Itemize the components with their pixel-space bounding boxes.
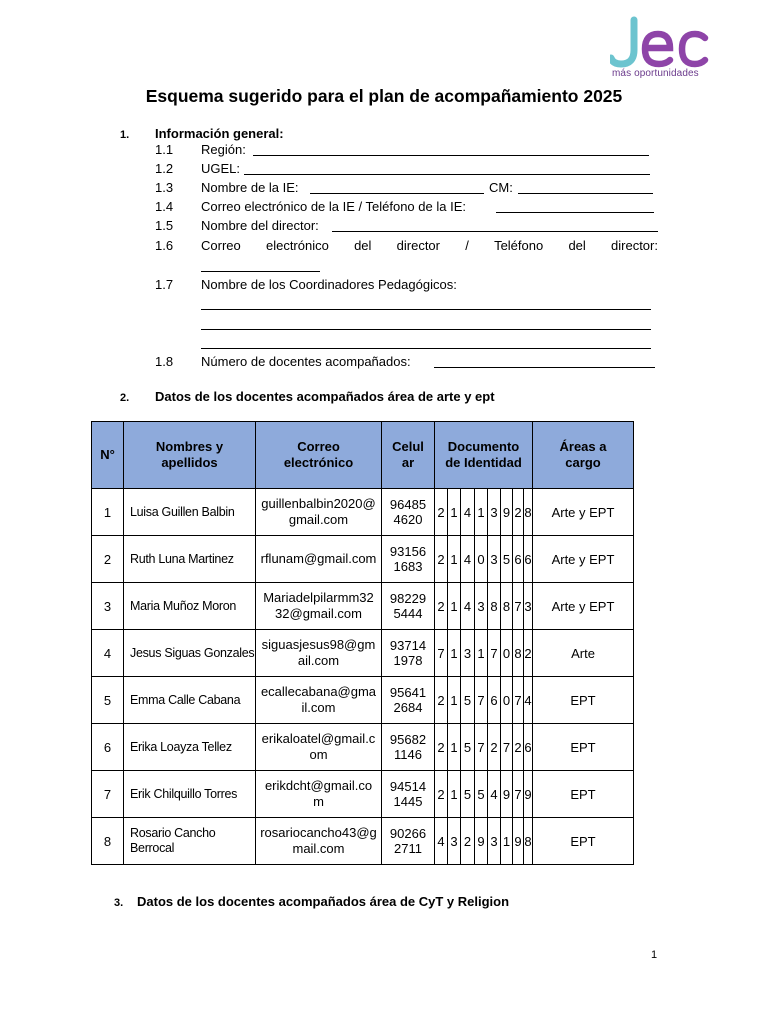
cell-id-digit: 2 [435, 536, 448, 583]
cell-id-digit: 9 [501, 771, 513, 818]
cell-number: 5 [92, 677, 124, 724]
cell-id-digit: 2 [488, 724, 501, 771]
director-contact-label [201, 237, 658, 255]
cell-id-digit: 2 [513, 489, 524, 536]
cell-id-digit: 4 [524, 677, 533, 724]
cell-number: 6 [92, 724, 124, 771]
label-word: director [396, 238, 440, 253]
cell-id-digit: 1 [448, 724, 461, 771]
cell-id-digit: 5 [501, 536, 513, 583]
cell-id-digit: 1 [501, 818, 513, 865]
cell-area: EPT [533, 818, 634, 865]
cell-id-digit: 7 [475, 724, 488, 771]
ugel-input-line[interactable] [244, 174, 650, 175]
cell-phone: 964854620 [382, 489, 435, 536]
label-word: / [465, 238, 469, 253]
cell-email: siguasjesus98@gmail.com [256, 630, 382, 677]
cell-id-digit: 4 [461, 489, 475, 536]
field-number: 1.8 [155, 354, 174, 369]
cell-id-digit: 3 [488, 489, 501, 536]
header-id-document: Documento de Identidad [435, 422, 533, 489]
section-3-number: 3. [114, 897, 124, 909]
header-email: Correo electrónico [256, 422, 382, 489]
cell-name: Rosario Cancho Berrocal [124, 818, 256, 865]
header-name: Nombres y apellidos [124, 422, 256, 489]
cell-name: Erika Loayza Tellez [124, 724, 256, 771]
section-1-title: Información general: [155, 126, 284, 141]
cell-email: rosariocancho43@gmail.com [256, 818, 382, 865]
field-number: 1.5 [155, 218, 174, 233]
cell-name: Emma Calle Cabana [124, 677, 256, 724]
cell-phone: 902662711 [382, 818, 435, 865]
cell-id-digit: 3 [461, 630, 475, 677]
cell-area: Arte y EPT [533, 536, 634, 583]
cell-area: EPT [533, 677, 634, 724]
cell-id-digit: 6 [513, 536, 524, 583]
field-label: Nombre de la IE: [201, 180, 299, 195]
table-row [92, 818, 634, 865]
cell-number: 4 [92, 630, 124, 677]
cell-id-digit: 4 [461, 536, 475, 583]
cell-id-digit: 2 [435, 771, 448, 818]
field-number: 1.6 [155, 238, 174, 253]
cell-id-digit: 9 [524, 771, 533, 818]
cell-id-digit: 7 [475, 677, 488, 724]
field-number: 1.3 [155, 180, 174, 195]
cell-id-digit: 1 [448, 583, 461, 630]
cell-id-digit: 1 [448, 771, 461, 818]
field-label: CM: [489, 180, 513, 195]
cell-id-digit: 1 [448, 536, 461, 583]
cell-email: erikdcht@gmail.com [256, 771, 382, 818]
table-row [92, 724, 634, 771]
cell-email: guillenbalbin2020@gmail.com [256, 489, 382, 536]
header-phone: Celular [382, 422, 435, 489]
cell-id-digit: 9 [513, 818, 524, 865]
cell-name: Luisa Guillen Balbin [124, 489, 256, 536]
cell-id-digit: 2 [524, 630, 533, 677]
field-label: Nombre del director: [201, 218, 319, 233]
section-1-number: 1. [120, 129, 130, 141]
cell-area: Arte y EPT [533, 489, 634, 536]
cell-number: 7 [92, 771, 124, 818]
cell-id-digit: 8 [524, 489, 533, 536]
cell-id-digit: 9 [501, 489, 513, 536]
cell-name: Ruth Luna Martinez [124, 536, 256, 583]
label-word: Correo [201, 238, 241, 253]
field-number: 1.7 [155, 277, 174, 292]
document-title: Esquema sugerido para el plan de acompañamiento 2025 [145, 86, 623, 106]
label-word: electrónico [265, 238, 329, 253]
page-number: 1 [651, 949, 658, 961]
field-label: Nombre de los Coordinadores Pedagógicos: [201, 277, 457, 292]
cell-id-digit: 7 [435, 630, 448, 677]
cell-phone: 931561683 [382, 536, 435, 583]
coordinators-input-line-1[interactable] [201, 309, 651, 310]
jec-logo-mark [610, 14, 720, 70]
cell-id-digit: 5 [475, 771, 488, 818]
cell-id-digit: 0 [501, 677, 513, 724]
label-word: Teléfono [494, 238, 544, 253]
field-label: Correo electrónico de la IE / Teléfono de la IE: [201, 199, 466, 214]
table-row [92, 489, 634, 536]
table-row [92, 677, 634, 724]
cell-id-digit: 8 [501, 583, 513, 630]
cell-id-digit: 6 [524, 724, 533, 771]
cell-id-digit: 3 [475, 583, 488, 630]
label-word: director: [611, 238, 658, 253]
cell-email: rflunam@gmail.com [256, 536, 382, 583]
cell-number: 1 [92, 489, 124, 536]
coordinators-input-line-3[interactable] [201, 348, 651, 349]
cell-id-digit: 4 [435, 818, 448, 865]
cell-id-digit: 0 [501, 630, 513, 677]
ie-contact-input-line[interactable] [496, 212, 654, 213]
field-number: 1.4 [155, 199, 174, 214]
cell-phone: 956821146 [382, 724, 435, 771]
teachers-table [91, 421, 634, 865]
cell-id-digit: 8 [513, 630, 524, 677]
table-row [92, 583, 634, 630]
cell-id-digit: 1 [448, 677, 461, 724]
field-label: Región: [201, 142, 246, 157]
field-number: 1.2 [155, 161, 174, 176]
cell-id-digit: 5 [461, 724, 475, 771]
cell-id-digit: 8 [488, 583, 501, 630]
cell-id-digit: 0 [475, 536, 488, 583]
cell-id-digit: 7 [513, 771, 524, 818]
field-number: 1.1 [155, 142, 174, 157]
logo-subtitle: más oportunidades [612, 68, 699, 79]
cell-name: Erik Chilquillo Torres [124, 771, 256, 818]
table-row [92, 536, 634, 583]
field-label: Número de docentes acompañados: [201, 354, 411, 369]
cell-phone: 982295444 [382, 583, 435, 630]
cell-id-digit: 2 [461, 818, 475, 865]
cell-phone: 945141445 [382, 771, 435, 818]
cell-phone: 956412684 [382, 677, 435, 724]
cell-area: Arte [533, 630, 634, 677]
cell-area: Arte y EPT [533, 583, 634, 630]
cell-id-digit: 1 [448, 489, 461, 536]
cell-id-digit: 2 [435, 583, 448, 630]
section-2-number: 2. [120, 392, 130, 404]
jec-logo [610, 14, 720, 80]
cell-email: Mariadelpilarmm3232@gmail.com [256, 583, 382, 630]
cell-id-digit: 4 [488, 771, 501, 818]
cell-name: Jesus Siguas Gonzales [124, 630, 256, 677]
label-word: del [568, 238, 586, 253]
cell-id-digit: 3 [488, 536, 501, 583]
cell-id-digit: 3 [448, 818, 461, 865]
cell-name: Maria Muñoz Moron [124, 583, 256, 630]
cm-input-line[interactable] [518, 193, 653, 194]
table-row [92, 630, 634, 677]
cell-id-digit: 3 [524, 583, 533, 630]
cell-id-digit: 1 [448, 630, 461, 677]
section-2-title: Datos de los docentes acompañados área de arte y ept [155, 389, 495, 404]
director-contact-input-line[interactable] [201, 271, 320, 272]
coordinators-input-line-2[interactable] [201, 329, 651, 330]
cell-id-digit: 5 [461, 677, 475, 724]
cell-id-digit: 6 [524, 536, 533, 583]
section-3-title: Datos de los docentes acompañados área de CyT y Religion [137, 894, 510, 909]
header-number: N° [92, 422, 124, 489]
cell-id-digit: 7 [501, 724, 513, 771]
header-areas: Áreas a cargo [533, 422, 634, 489]
director-name-input-line[interactable] [332, 231, 658, 232]
table-header-row [92, 422, 634, 489]
ie-name-input-line[interactable] [310, 193, 484, 194]
cell-id-digit: 6 [488, 677, 501, 724]
cell-id-digit: 8 [524, 818, 533, 865]
cell-email: erikaloatel@gmail.com [256, 724, 382, 771]
label-word: del [354, 238, 372, 253]
cell-number: 2 [92, 536, 124, 583]
cell-area: EPT [533, 724, 634, 771]
cell-id-digit: 7 [513, 583, 524, 630]
table-row [92, 771, 634, 818]
cell-id-digit: 4 [461, 583, 475, 630]
cell-id-digit: 1 [475, 630, 488, 677]
region-input-line[interactable] [253, 155, 649, 156]
cell-id-digit: 5 [461, 771, 475, 818]
field-label: UGEL: [201, 161, 241, 176]
cell-area: EPT [533, 771, 634, 818]
cell-id-digit: 7 [488, 630, 501, 677]
cell-id-digit: 2 [435, 677, 448, 724]
cell-phone: 937141978 [382, 630, 435, 677]
teachers-count-input-line[interactable] [434, 367, 655, 368]
cell-id-digit: 7 [513, 677, 524, 724]
cell-id-digit: 3 [488, 818, 501, 865]
cell-email: ecallecabana@gmail.com [256, 677, 382, 724]
cell-id-digit: 2 [435, 724, 448, 771]
cell-number: 3 [92, 583, 124, 630]
cell-id-digit: 2 [435, 489, 448, 536]
cell-number: 8 [92, 818, 124, 865]
cell-id-digit: 9 [475, 818, 488, 865]
cell-id-digit: 2 [513, 724, 524, 771]
cell-id-digit: 1 [475, 489, 488, 536]
